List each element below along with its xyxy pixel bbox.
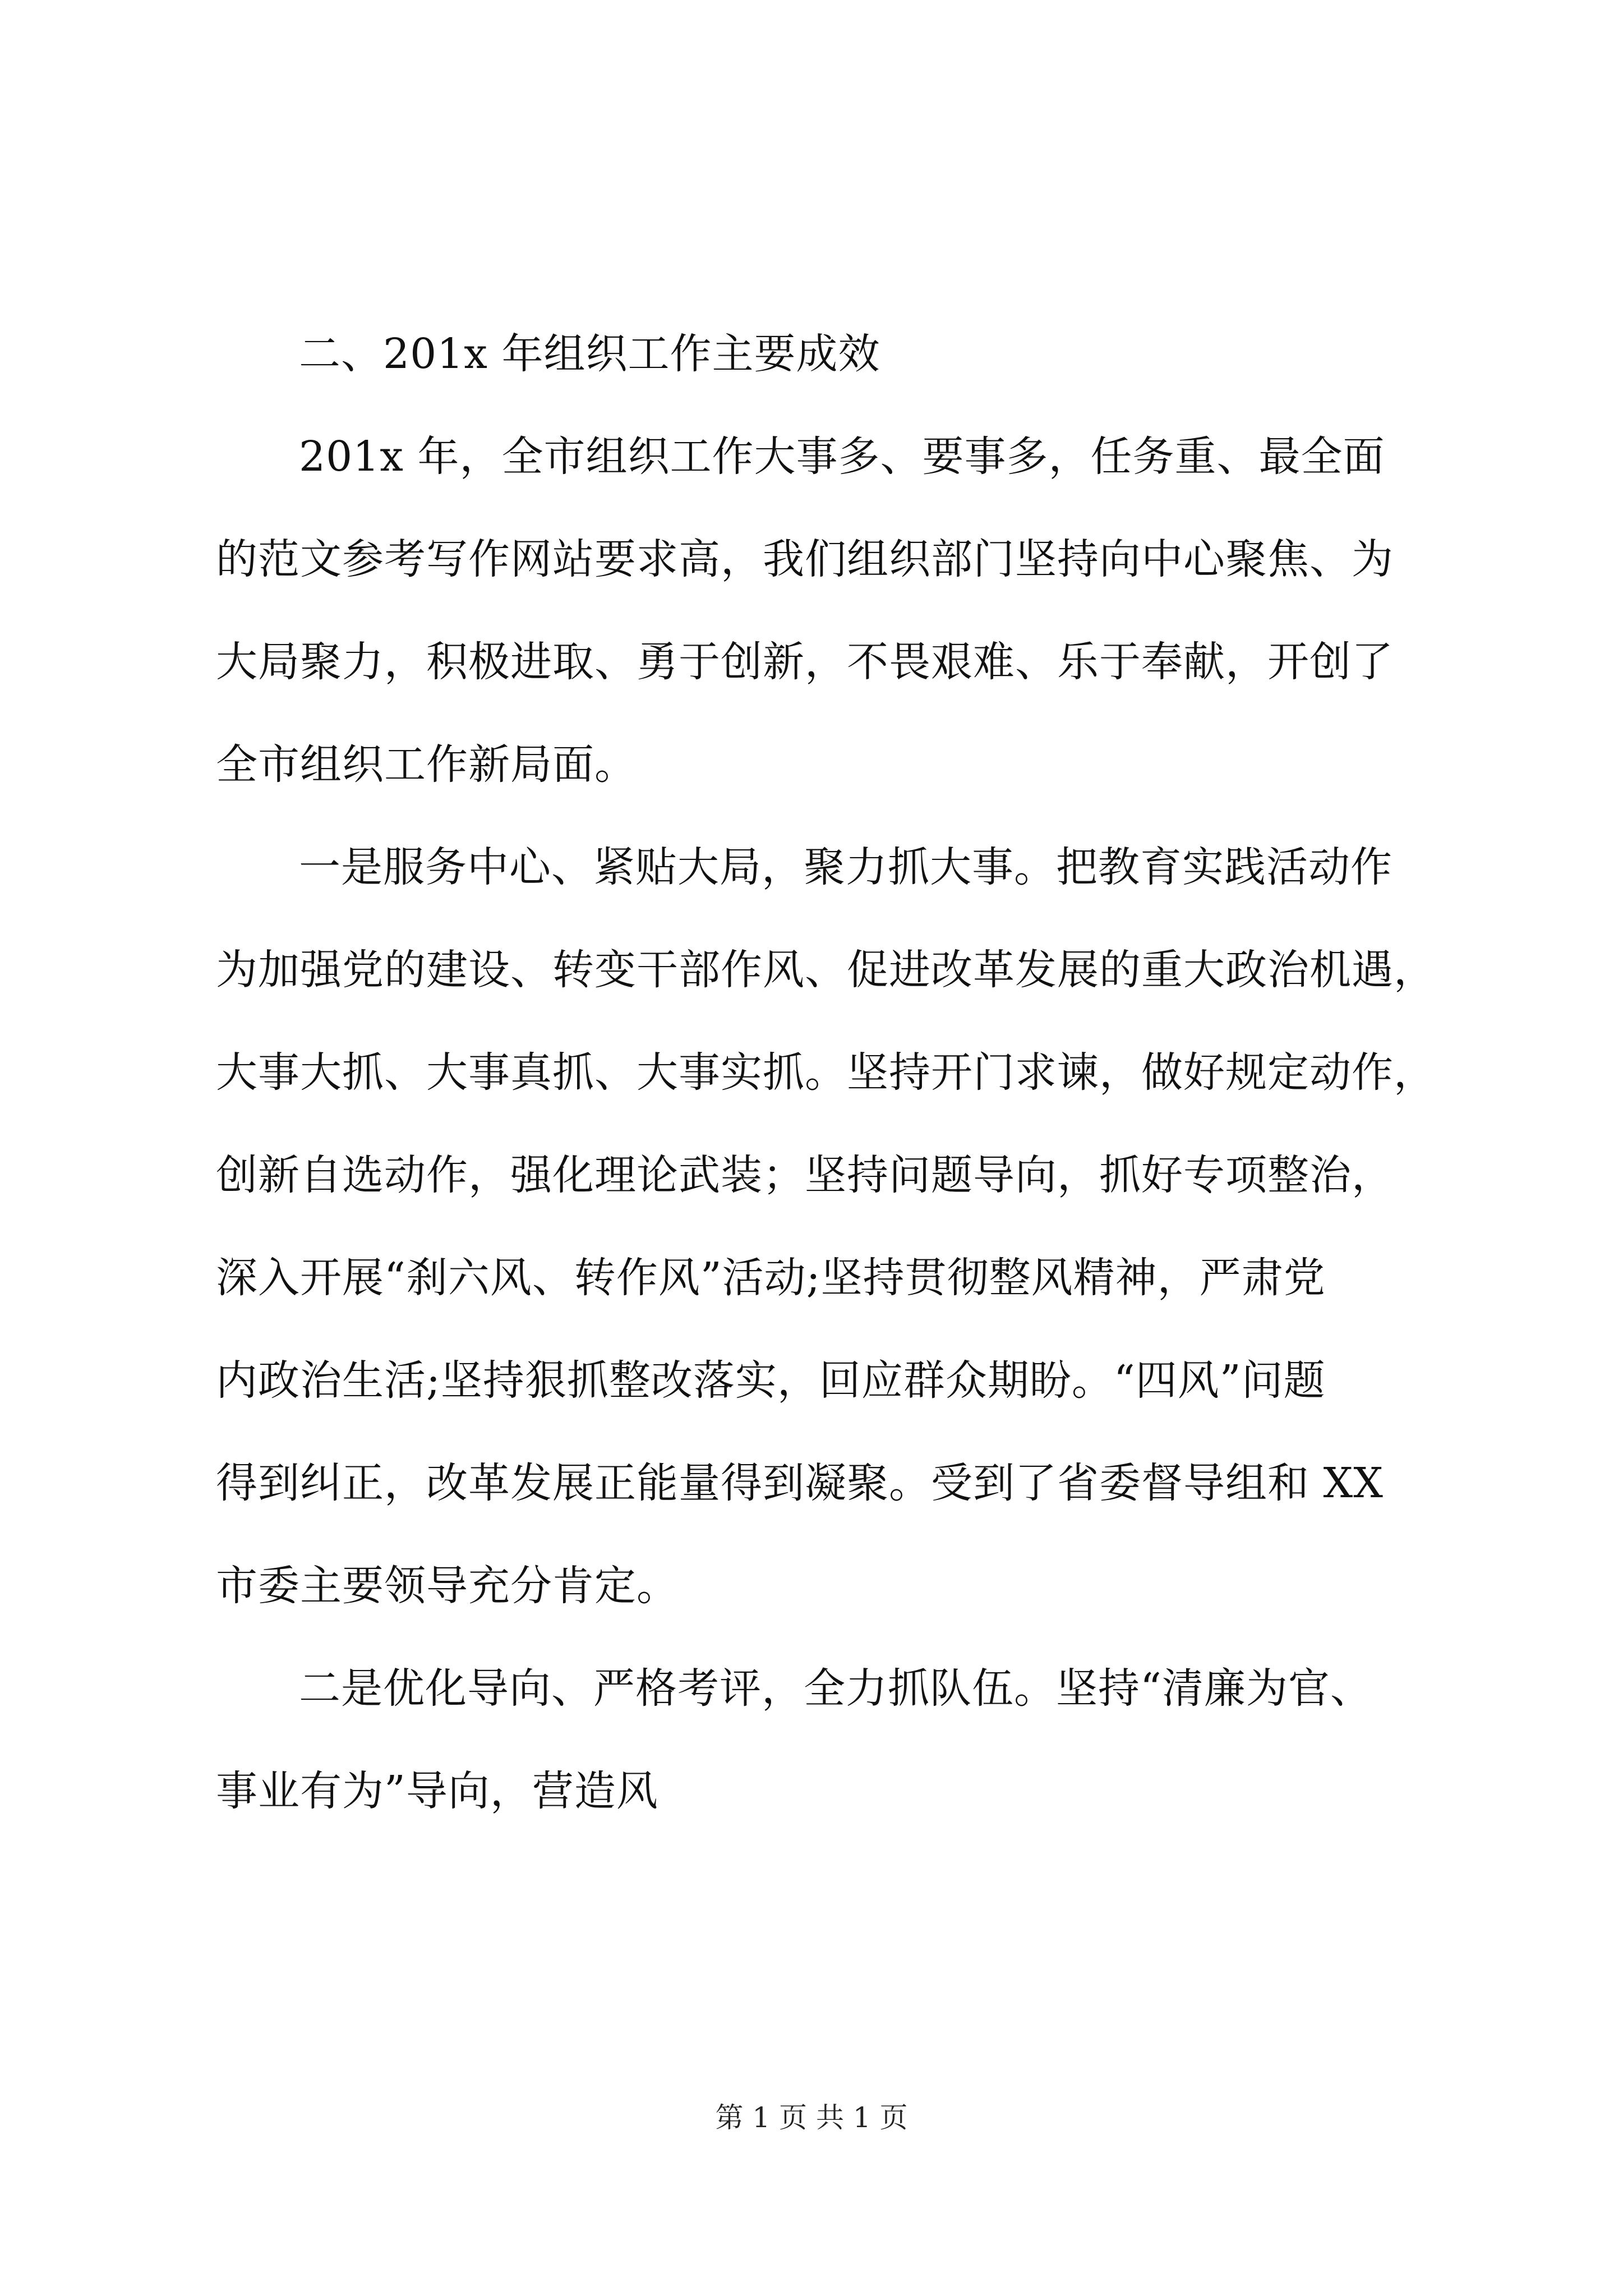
document-body — [216, 303, 1436, 1843]
section-heading: 二、201x 年组织工作主要成效 — [299, 330, 880, 378]
paragraph-line: 为加强党的建设、转变干部作风、促进改革发展的重大政治机遇， — [216, 946, 1436, 994]
paragraph-line: 内政治生活;坚持狠抓整改落实，回应群众期盼。“四风”问题 — [216, 1356, 1326, 1405]
paragraph-line: 201x 年，全市组织工作大事多、要事多，任务重、最全面 — [299, 432, 1385, 481]
paragraph-line: 大局聚力，积极进取、勇于创新，不畏艰难、乐于奉献，开创了 — [216, 638, 1394, 686]
paragraph-line: 得到纠正，改革发展正能量得到凝聚。受到了省委督导组和 XX — [216, 1459, 1384, 1507]
paragraph-line: 的范文参考写作网站要求高，我们组织部门坚持向中心聚焦、为 — [216, 535, 1394, 583]
paragraph-line: 一是服务中心、紧贴大局，聚力抓大事。把教育实践活动作 — [299, 843, 1393, 891]
page-footer: 第 1 页 共 1 页 — [715, 2101, 908, 2134]
paragraph-line: 深入开展“刹六风、转作风”活动;坚持贯彻整风精神，严肃党 — [216, 1254, 1326, 1302]
paragraph-line: 创新自选动作，强化理论武装；坚持问题导向，抓好专项整治， — [216, 1151, 1394, 1199]
paragraph-line: 二是优化导向、严格考评，全力抓队伍。坚持“清廉为官、 — [299, 1664, 1372, 1713]
paragraph-line: 市委主要领导充分肯定。 — [216, 1562, 679, 1610]
paragraph-line: 大事大抓、大事真抓、大事实抓。坚持开门求谏，做好规定动作， — [216, 1048, 1436, 1097]
paragraph-line: 全市组织工作新局面。 — [216, 740, 637, 789]
paragraph-line: 事业有为”导向，营造风 — [216, 1767, 658, 1815]
